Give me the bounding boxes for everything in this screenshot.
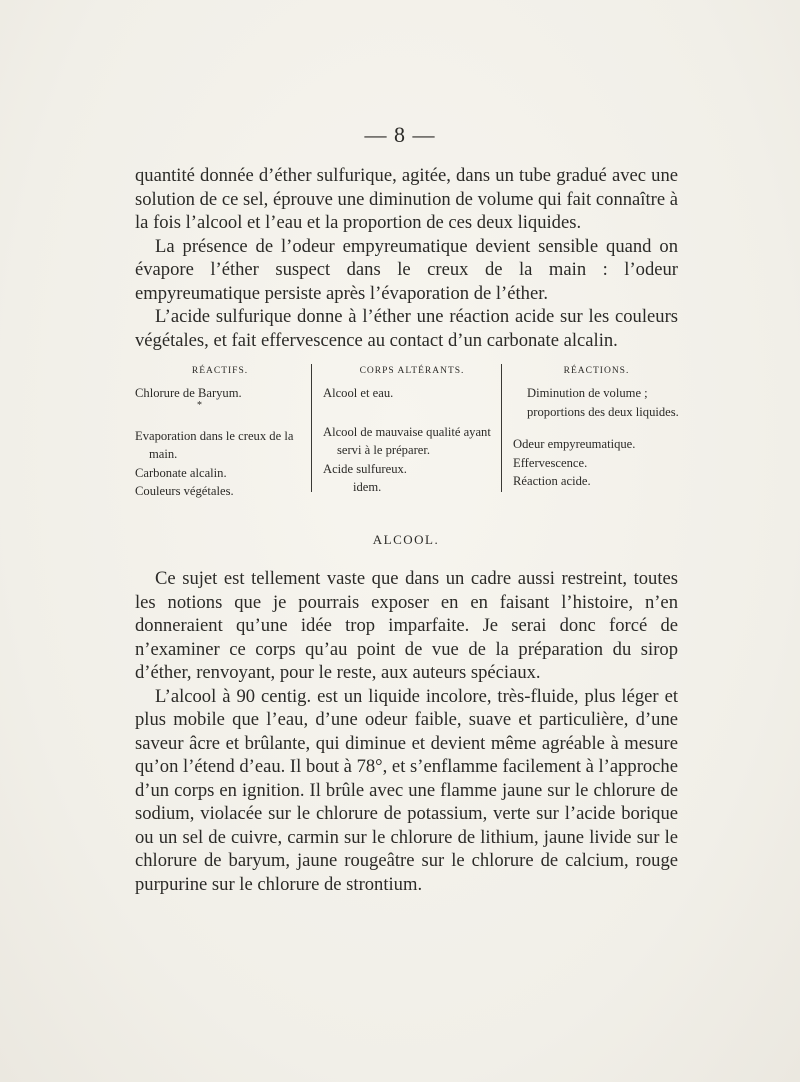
table-cell: Alcool de mauvaise qualité ayant servi à le préparer. [323,424,491,457]
paragraph: Ce sujet est tellement vaste que dans un cadre aussi restreint, toutes les notions que je pourrais exposer en en faisant l’histoire, n’en donneraient qu’une idée trop imparfaite. Je serai donc forcé de n’examiner ce corps qu’au point de vue de la préparation du sirop d’éther, renvoyant, pour le reste, aux auteurs spéciaux. [135,568,678,683]
table-cell: Carbonate alcalin. [135,465,227,480]
paragraph: La présence de l’odeur empyreumatique devient sensible quand on évapore l’éther suspect dans le creux de la main : l’odeur empyreumatique persiste après l’évaporation de l’éther. [135,235,678,304]
table-cell: Chlorure de Baryum. [135,386,242,400]
body-text-top [135,164,678,352]
column-corps-alterants [323,364,501,494]
column-reactifs [135,364,305,498]
body-text-bottom [135,567,678,896]
table-cell: Alcool et eau. [323,386,394,400]
table-cell: Réaction acide. [513,474,591,488]
table-cell: Acide sulfureux. [323,461,407,476]
column-divider [501,364,502,492]
table-cell: Odeur empyreumatique. [513,437,636,451]
paragraph: quantité donnée d’éther sulfurique, agitée, dans un tube gradué avec une solution de ce sel, éprouve une diminution de volume qui fait connaître à la fois l’alcool et l’eau et la proportion de ces deux liquides. [135,165,678,233]
table-cell: Effervescence. [513,455,588,470]
column-header-reactifs: RÉACTIFS. [191,366,249,376]
table-cell: Diminution de volume ; proportions des deux liquides. [527,386,679,419]
table-cell: idem. [353,480,382,494]
paragraph: L’alcool à 90 centig. est un liquide incolore, très-fluide, plus léger et plus mobile que l’eau, d’une odeur faible, suave et particulière, d’une saveur âcre et brûlante, qui diminue et devient même agréable à mesure qu’on l’étend d’eau. Il bout à 78°, et s’enflamme facilement à l’approche d’un corps en ignition. Il brûle avec une flamme jaune sur le chlorure de sodium, violacée sur le chlorure de potassium, verte sur l’acide borique ou un sel de cuivre, carmin sur le chlorure de lithium, jaune livide sur le chlorure de baryum, jaune rougeâtre sur le chlorure de calcium, rouge purpurine sur le chlorure de strontium. [135,685,678,895]
column-reactions [513,364,680,494]
reagent-table [135,364,680,498]
table-cell: Couleurs végétales. [135,484,234,498]
column-header-corps: CORPS ALTÉRANTS. [359,366,465,376]
column-divider [311,364,312,492]
section-title: ALCOOL. [372,532,440,547]
column-header-reactions: RÉACTIONS. [563,366,630,376]
asterisk-mark: * [197,399,202,411]
paragraph: L’acide sulfurique donne à l’éther une réaction acide sur les couleurs végétales, et fait effervescence au contact d’un carbonate alcalin. [135,306,678,351]
page-number: — 8 — [364,122,436,147]
table-cell: Evaporation dans le creux de la main. [135,428,294,461]
